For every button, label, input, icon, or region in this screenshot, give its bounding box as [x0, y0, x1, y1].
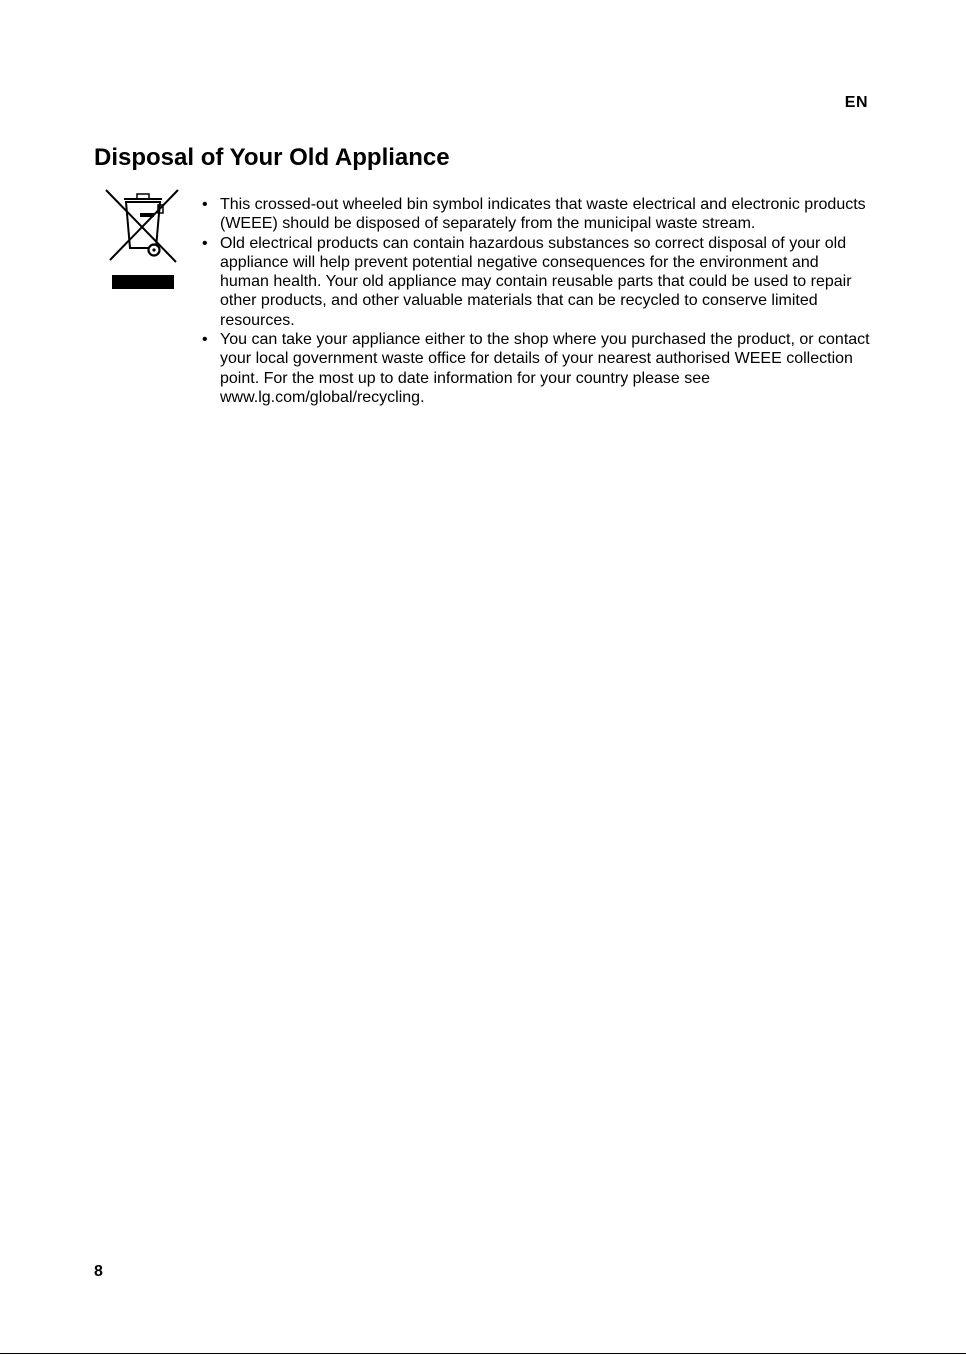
- bullet-dot: •: [202, 331, 208, 349]
- bullet-dot: •: [202, 196, 208, 213]
- list-item-text: Old electrical products can contain hazardous substances so correct disposal of your old appliance will help prevent potential negative consequences for the environment and human health. Your old appliance may contain reusable parts that could be used to repair other products, and other valuable materials that can be recycled to conserve limited resources.: [220, 234, 852, 329]
- list-item-text: This crossed-out wheeled bin symbol indicates that waste electrical and electronic products (WEEE) should be disposed of separately from the municipal waste stream.: [220, 196, 866, 233]
- crossed-out-wheeled-bin-icon: [104, 188, 180, 292]
- list-item-text: You can take your appliance either to the shop where you purchased the product, or contact your local government waste office for details of your nearest authorised WEEE collection point. For the most up to date information for your country please see www.lg.com/global/recycling.: [220, 331, 870, 406]
- bottom-divider: [0, 1353, 966, 1354]
- page-title: Disposal of Your Old Appliance: [94, 144, 450, 171]
- list-item: [200, 195, 870, 234]
- page-number: 8: [94, 1263, 103, 1280]
- list-item: [200, 330, 870, 407]
- language-code: EN: [844, 94, 868, 111]
- disposal-bullet-list: [200, 195, 870, 407]
- list-item: [200, 234, 870, 330]
- bullet-dot: •: [202, 234, 208, 252]
